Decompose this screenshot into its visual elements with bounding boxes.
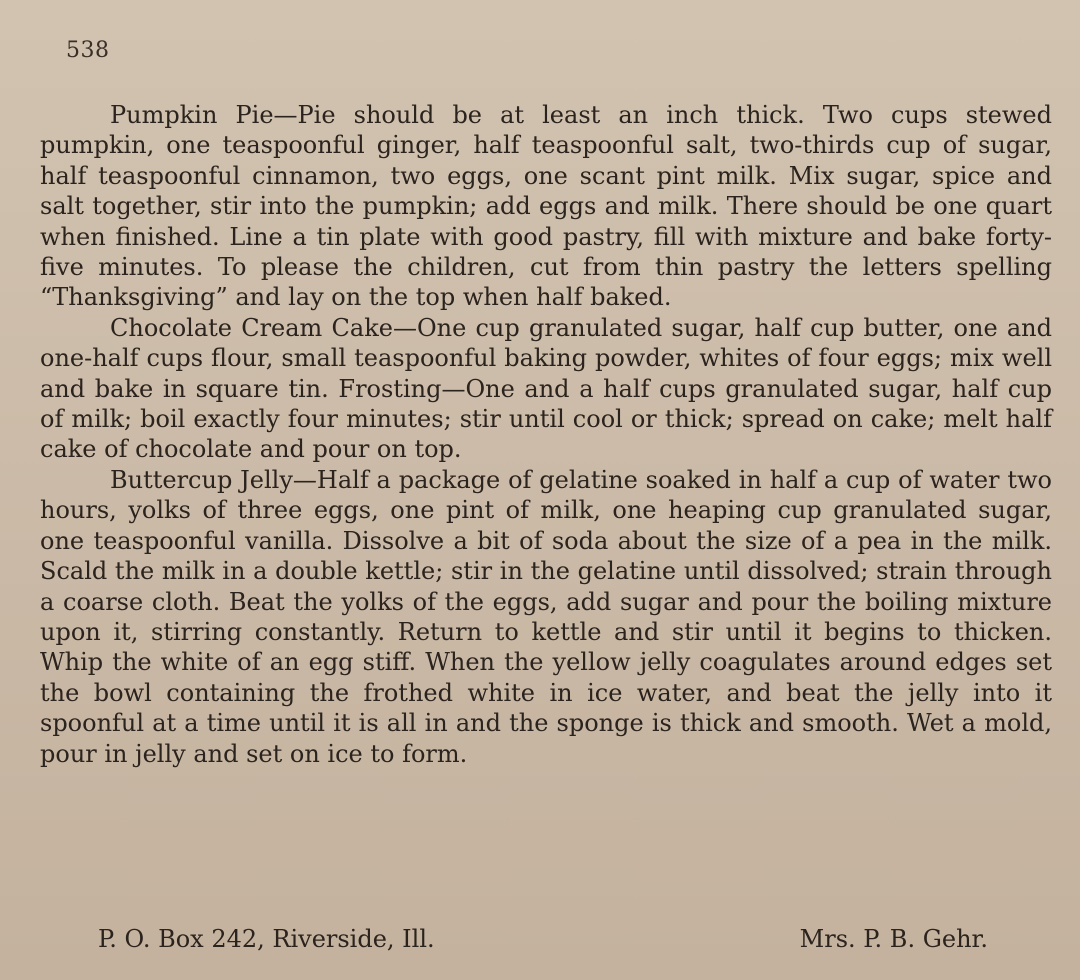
- recipe-buttercup-jelly: Buttercup Jelly—Half a package of gelatine soaked in half a cup of water two hours, yolks of three eggs, one pint of milk, one heaping cup granulated sugar, one teaspoonful vanilla. Dissolve a bit of soda about the size of a pea in the milk. Scald the milk in a double kettle; stir in the gelatine until dissolved; strain through a coarse cloth. Beat the yolks of the eggs, add sugar and pour the boiling mixture upon it, stirring constantly. Return to kettle and stir until it begins to thicken. Whip the white of an egg stiff. When the yellow jelly coagulates around edges set the bowl containing the frothed white in ice water, and beat the jelly into it spoonful at a time until it is all in and the sponge is thick and smooth. Wet a mold, pour in jelly and set on ice to form.: [40, 465, 1052, 768]
- contributor-address: P. O. Box 242, Riverside, Ill.: [98, 925, 435, 953]
- recipe-chocolate-cream-cake: Chocolate Cream Cake—One cup granulated sugar, half cup butter, one and one-half cups flour, small teaspoonful baking powder, whites of four eggs; mix well and bake in square tin. Frosting—One and a half cups granulated sugar, half cup of milk; boil exactly four minutes; stir until cool or thick; spread on cake; melt half cake of chocolate and pour on top.: [40, 313, 1052, 464]
- page-number: 538: [66, 38, 110, 63]
- recipe-pumpkin-pie: Pumpkin Pie—Pie should be at least an inch thick. Two cups stewed pumpkin, one teaspoonful ginger, half teaspoonful salt, two-thirds cup of sugar, half teaspoonful cinnamon, two eggs, one scant pint milk. Mix sugar, spice and salt together, stir into the pumpkin; add eggs and milk. There should be one quart when finished. Line a tin plate with good pastry, fill with mixture and bake forty-five minutes. To please the children, cut from thin pastry the letters spelling “Thanksgiving” and lay on the top when half baked.: [40, 101, 1052, 312]
- contributor-name: Mrs. P. B. Gehr.: [799, 925, 988, 953]
- recipe-text-body: [40, 100, 1052, 769]
- contributor-signature: [98, 924, 988, 954]
